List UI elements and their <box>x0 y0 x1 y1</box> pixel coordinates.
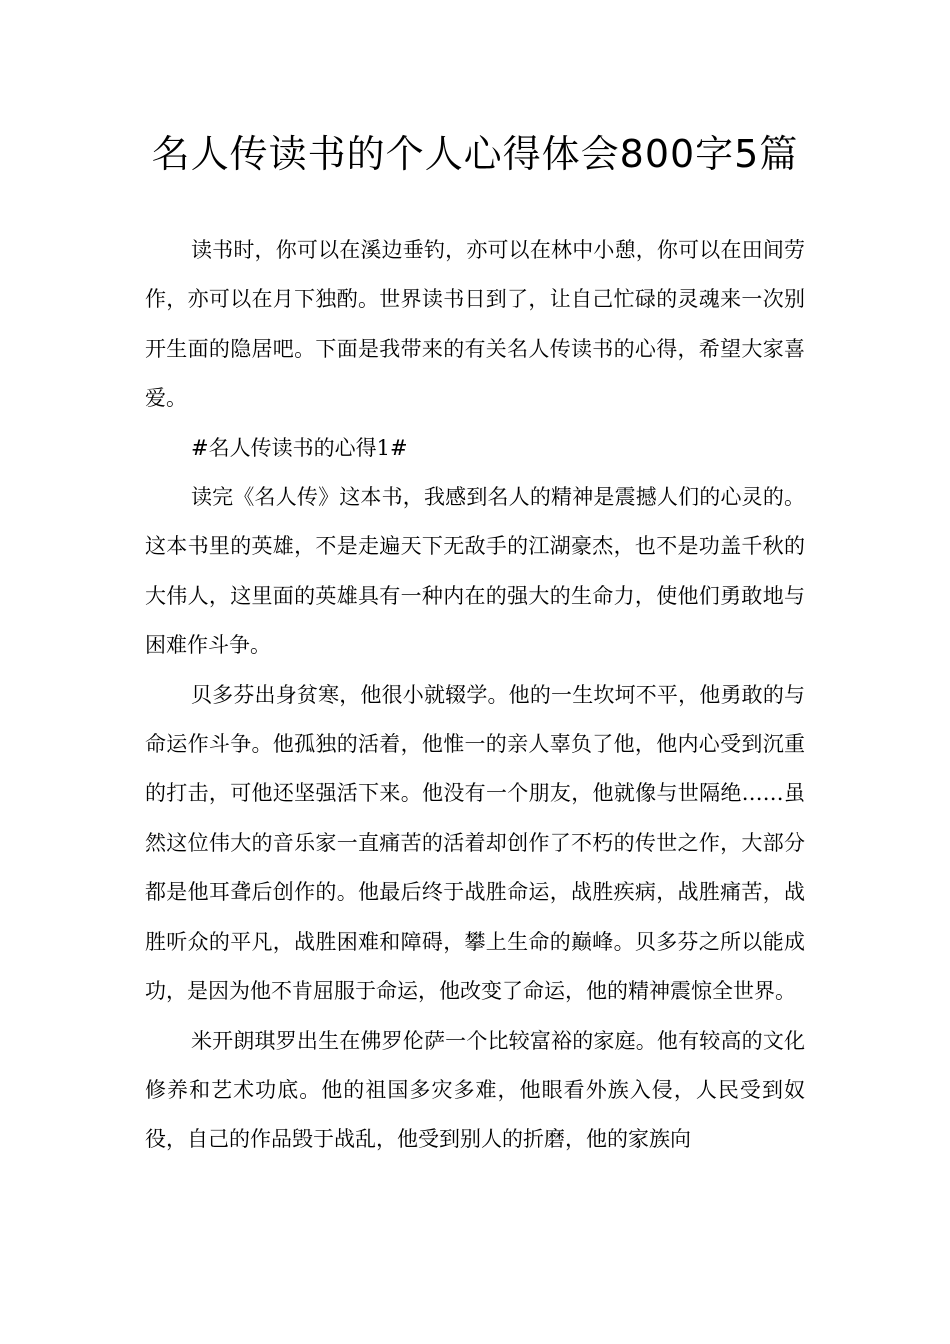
document-body <box>145 226 805 1165</box>
intro-paragraph: 读书时，你可以在溪边垂钓，亦可以在林中小憩，你可以在田间劳作，亦可以在月下独酌。世界读书日到了，让自己忙碌的灵魂来一次别开生面的隐居吧。下面是我带来的有关名人传读书的心得，希望大家喜爱。 <box>145 238 805 411</box>
body-paragraph: 贝多芬出身贫寒，他很小就辍学。他的一生坎坷不平，他勇敢的与命运作斗争。他孤独的活着，他惟一的亲人辜负了他，他内心受到沉重的打击，可他还坚强活下来。他没有一个朋友，他就像与世隔绝……虽然这位伟大的音乐家一直痛苦的活着却创作了不朽的传世之作，大部分都是他耳聋后创作的。他最后终于战胜命运，战胜疾病，战胜痛苦，战胜听众的平凡，战胜困难和障碍，攀上生命的巅峰。贝多芬之所以能成功，是因为他不肯屈服于命运，他改变了命运，他的精神震惊全世界。 <box>145 682 805 1004</box>
document-title: 名人传读书的个人心得体会800字5篇 <box>151 132 799 176</box>
body-paragraph: 读完《名人传》这本书，我感到名人的精神是震撼人们的心灵的。这本书里的英雄，不是走遍天下无敌手的江湖豪杰，也不是功盖千秋的大伟人，这里面的英雄具有一种内在的强大的生命力，使他们勇敢地与困难作斗争。 <box>145 485 805 658</box>
body-paragraph: 米开朗琪罗出生在佛罗伦萨一个比较富裕的家庭。他有较高的文化修养和艺术功底。他的祖国多灾多难，他眼看外族入侵，人民受到奴役，自己的作品毁于战乱，他受到别人的折磨，他的家族向 <box>145 1028 805 1152</box>
section-heading: #名人传读书的心得1# <box>191 435 408 460</box>
